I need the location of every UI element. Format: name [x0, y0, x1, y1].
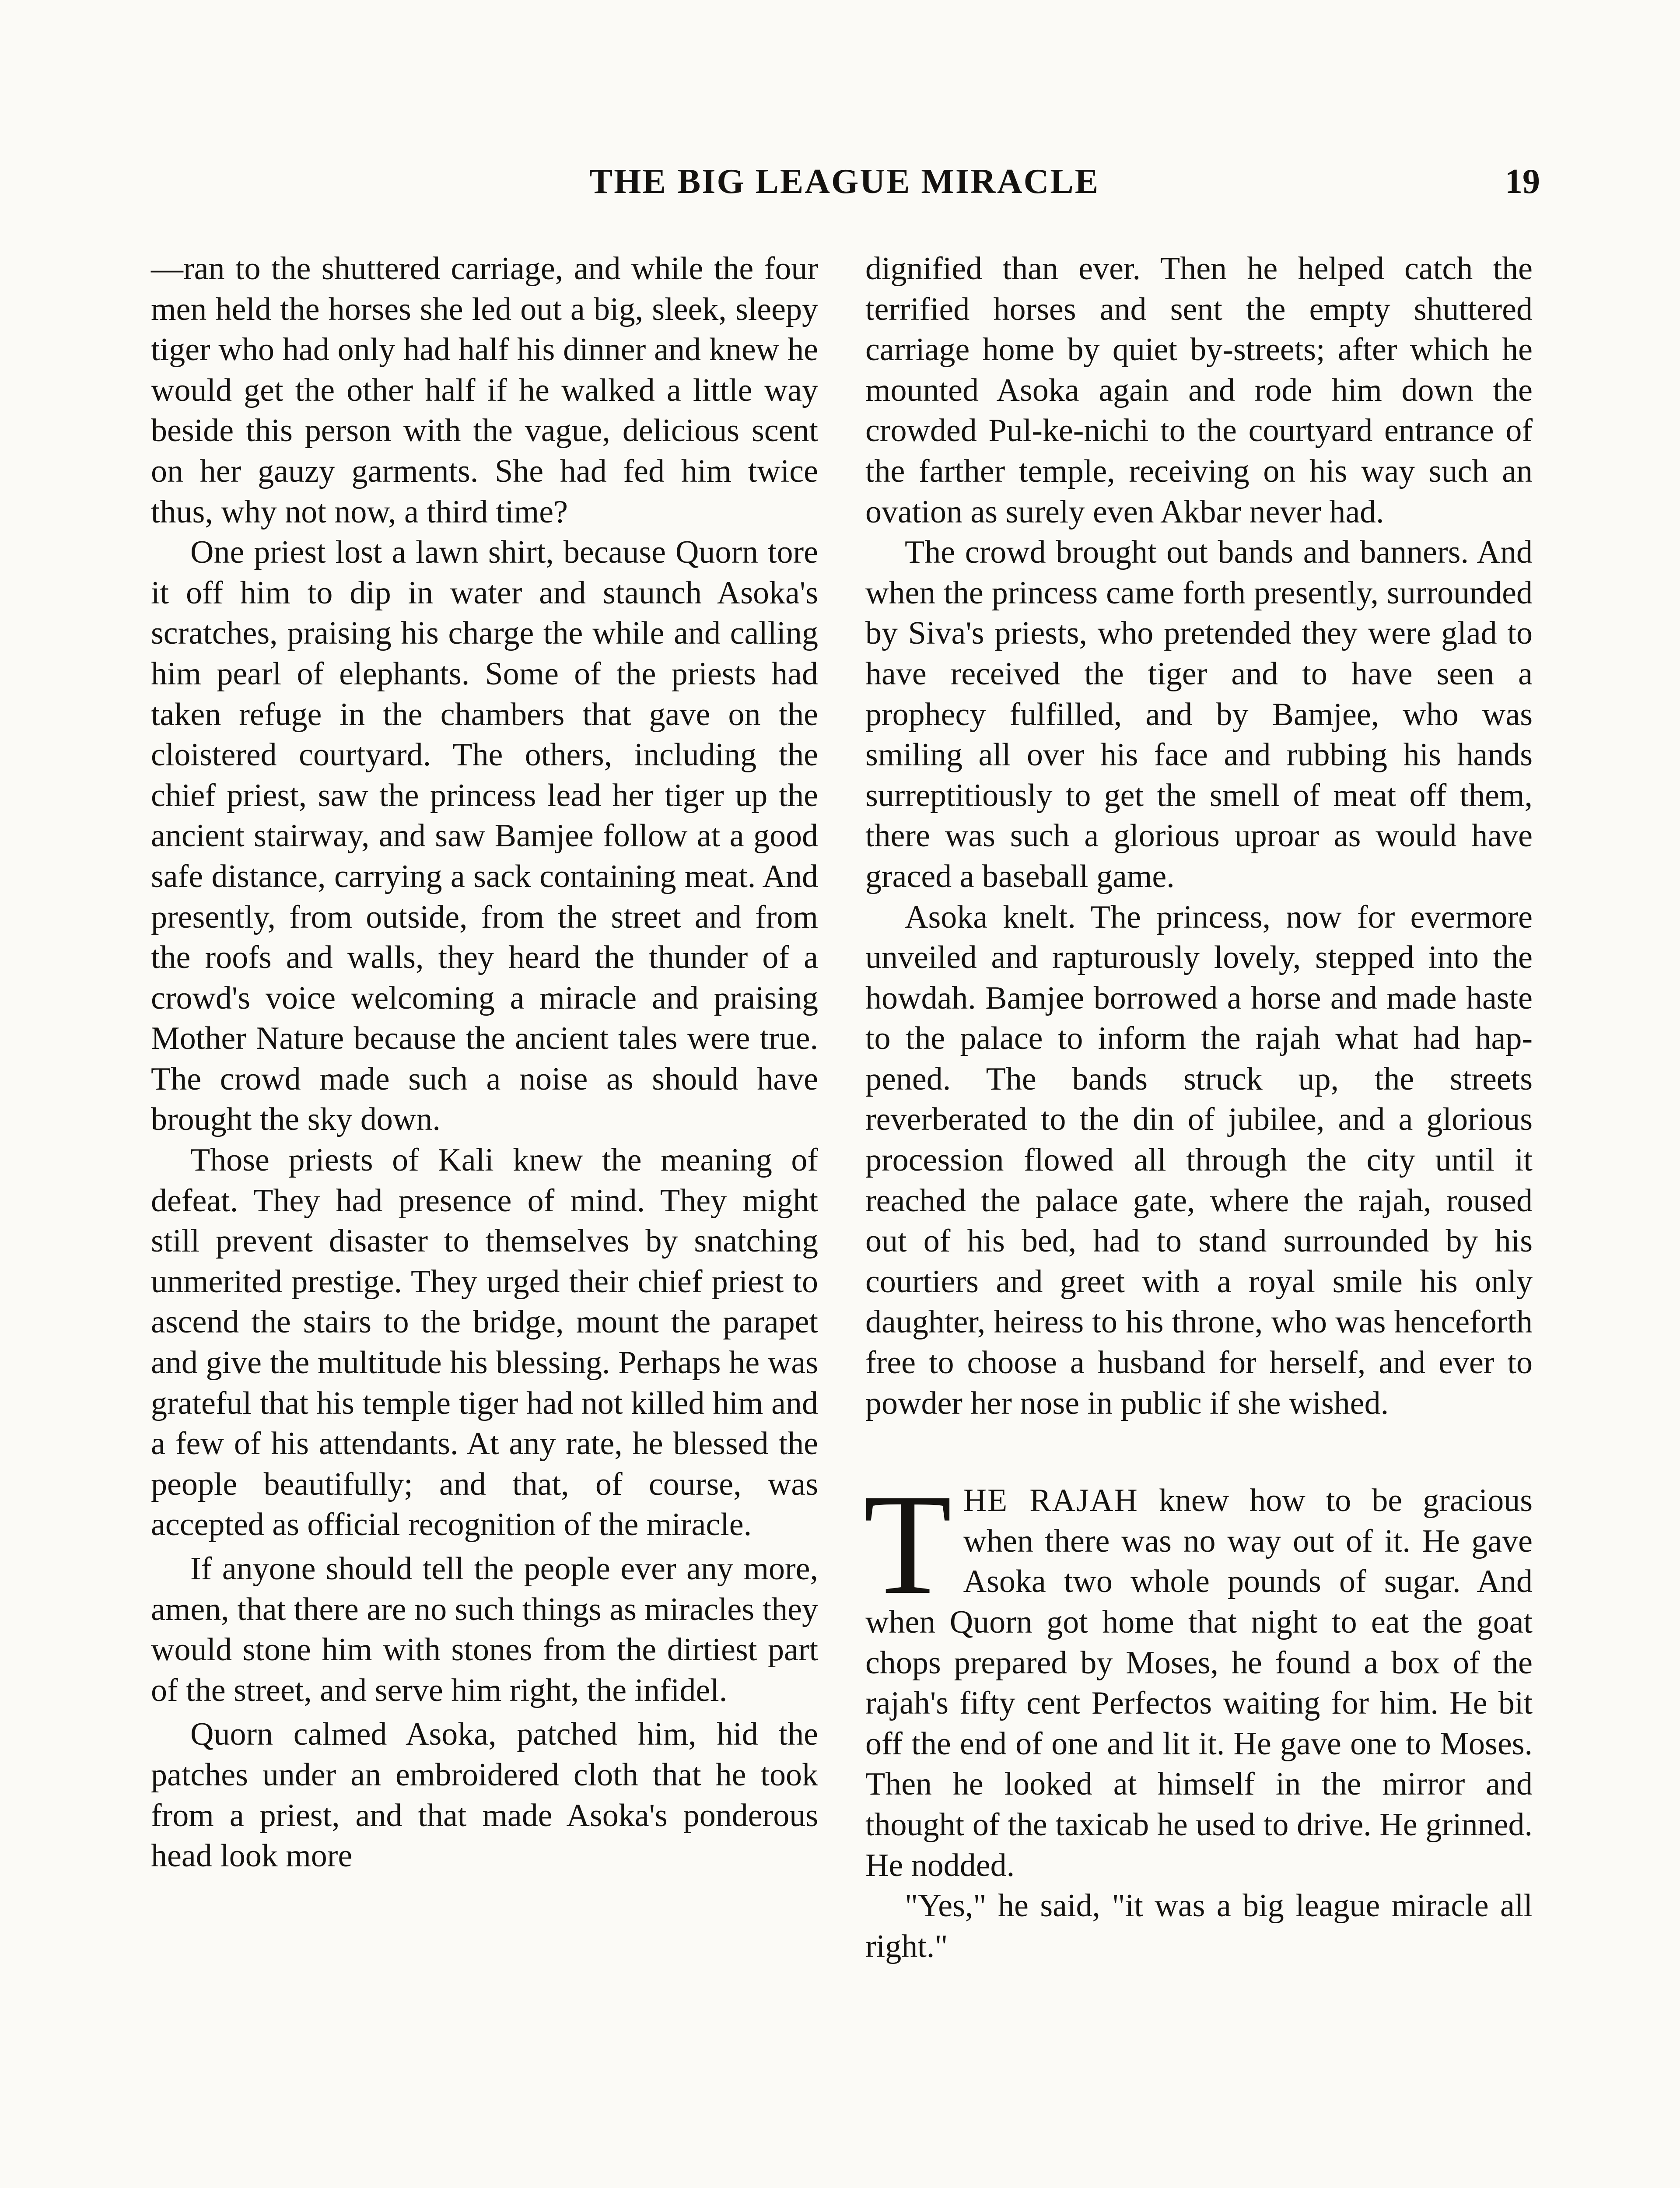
section-break [864, 1465, 1533, 1967]
paragraph-text: knew how to be gracious when there was no way out of it. He gave Asoka two whole pounds of sugar. And when Quorn got home that night to eat the goat chops prepared by Moses, he found a box of the rajah's fifty cent Perfectos waiting for him. He bit off the end of one and lit it. He gave one to Moses. Then he looked at himself in the mirror and thought of the taxicab he used to drive. He grinned. He nodded. [865, 1483, 1533, 1883]
page-number: 19 [1505, 162, 1540, 201]
page-title: THE BIG LEAGUE MIRACLE [589, 162, 1100, 201]
left-column [151, 249, 818, 1876]
paragraph: Those priests of Kali knew the meaning of defeat. They had presence of mind. They might still prevent disaster to themselves by snatching unmerited prestige. They urged their chief priest to ascend the stairs to the bridge, mount the parapet and give the multitude his blessing. Perhaps he was grateful that his temple tiger had not killed him and a few of his attendants. At any rate, he blessed the people beautifully; and that, of course, was accepted as official recognition of the miracle. [151, 1142, 818, 1543]
paragraph: If anyone should tell the people ever any more, amen, that there are no such things as miracles they would stone him with stones from the dirtiest part of the street, and serve him right, the infidel. [151, 1551, 818, 1708]
paragraph: dignified than ever. Then he helped catch the terrified horses and sent the empty shuttered carriage home by quiet by-streets; after which he mounted Asoka again and rode him down the crowded Pul-ke-nichi to the courtyard entrance of the farther temple, receiving on his way such an ovation as surely even Akbar never had. [865, 251, 1533, 530]
paragraph: The crowd brought out bands and banners. And when the princess came forth presently, surrounded by Siva's priests, who pretended they were glad to have received the tiger and to have seen a prophecy fulfilled, and by Bamjee, who was smiling all over his face and rubbing his hands surreptitiously to get the smell of meat off them, there was such a glorious uproar as would have graced a baseball game. [865, 534, 1533, 894]
running-head [149, 160, 1540, 203]
paragraph: Quorn calmed Asoka, patched him, hid the patches under an embroidered cloth that he took from a priest, and that made Asoka's ponderous head look more [151, 1716, 818, 1874]
paragraph: —ran to the shuttered carriage, and while the four men held the horses she led out a big, sleek, sleepy tiger who had only had half his dinner and knew he would get the other half if he walked a little way beside this person with the vague, delicious scent on her gauzy garments. She had fed him twice thus, why not now, a third time? [151, 251, 818, 530]
drop-cap: T [864, 1465, 952, 1625]
paragraph: One priest lost a lawn shirt, because Quorn tore it off him to dip in water and staunch Asoka's scratches, praising his charge the while and calling him pearl of elephants. Some of the priests had taken refuge in the chambers that gave on the cloistered courtyard. The others, including the chief priest, saw the princess lead her tiger up the ancient stairway, and saw Bamjee follow at a good safe distance, carrying a sack containing meat. And presently, from outside, from the street and from the roofs and walls, they heard the thunder of a crowd's voice welcoming a miracle and praising Mother Nature because the ancient tales were true. The crowd made such a noise as should have brought the sky down. [151, 534, 818, 1138]
paragraph: Asoka knelt. The princess, now for evermore unveiled and rapturously lovely, stepped into the howdah. Bamjee borrowed a horse and made haste to the palace to inform the rajah what had happened. The bands struck up, the streets reverberated to the din of jubilee, and a glorious procession flowed all through the city until it reached the palace gate, where the rajah, roused out of his bed, had to stand surrounded by his courtiers and greet with a royal smile his only daughter, heiress to his throne, who was henceforth free to choose a husband for herself, and ever to powder her nose in public if she wished. [865, 899, 1533, 1421]
lead-in: HE RAJAH [963, 1483, 1138, 1519]
right-column [865, 249, 1533, 1967]
paragraph: "Yes," he said, "it was a big league miracle all right." [865, 1888, 1533, 1964]
section-opening-paragraph [864, 1465, 1533, 1886]
